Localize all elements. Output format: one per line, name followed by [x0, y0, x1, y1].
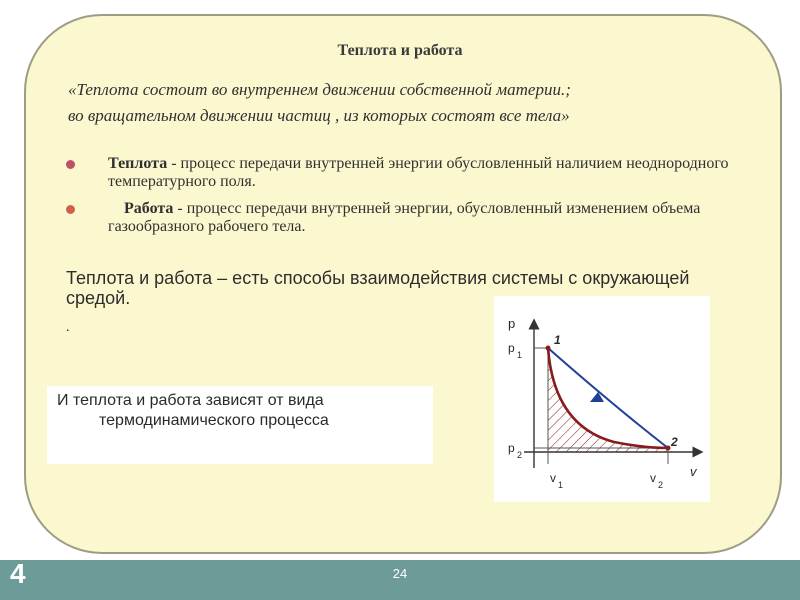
point-1-marker: [546, 346, 551, 351]
v1-label: v: [550, 471, 556, 485]
bullet-work: [108, 200, 768, 236]
pv-diagram-svg: [494, 296, 710, 502]
footer-bar: [0, 560, 800, 600]
point-2-label: 2: [671, 435, 678, 449]
bullet-marker-2: [66, 205, 75, 214]
p2-subscript: 2: [517, 450, 523, 460]
slide-title: Теплота и работа: [337, 42, 463, 59]
note-box: [47, 386, 433, 464]
p1-label: p: [508, 341, 515, 355]
bullet-marker-1: [66, 160, 75, 169]
bullet-heat-term: Теплота: [108, 155, 168, 172]
stray-period: .: [66, 320, 70, 335]
page-number: 24: [392, 566, 408, 581]
v2-label: v: [650, 471, 656, 485]
bullet-heat: [108, 155, 768, 191]
p2-label: p: [508, 441, 515, 455]
note-line-1: И теплота и работа зависят от вида: [57, 392, 324, 409]
v1-subscript: 1: [558, 480, 564, 490]
quote-line-2: во вращательном движении частиц , из которых состоят все тела»: [68, 106, 570, 125]
p1-subscript: 1: [517, 350, 523, 360]
note-line-2: термодинамического процесса: [99, 412, 329, 429]
bullet-heat-text: - процесс передачи внутренней энергии обусловленный наличием неоднородного температурного поля.: [108, 155, 729, 190]
point-2-marker: [666, 446, 671, 451]
pv-diagram: [494, 296, 710, 502]
bullet-work-text: - процесс передачи внутренней энергии, обусловленный изменением объема газообразного рабочего тела.: [108, 200, 701, 235]
axis-p-label: p: [508, 316, 516, 331]
section-number: 4: [10, 558, 26, 589]
axis-v-label: v: [690, 464, 697, 479]
v2-subscript: 2: [658, 480, 664, 490]
point-1-label: 1: [554, 333, 561, 347]
bullet-work-term: Работа: [124, 200, 174, 217]
quote-line-1: «Теплота состоит во внутреннем движении собственной материи.;: [68, 80, 571, 99]
conclusion-text: Теплота и работа – есть способы взаимодействия системы с окружающей средой.: [66, 268, 690, 308]
